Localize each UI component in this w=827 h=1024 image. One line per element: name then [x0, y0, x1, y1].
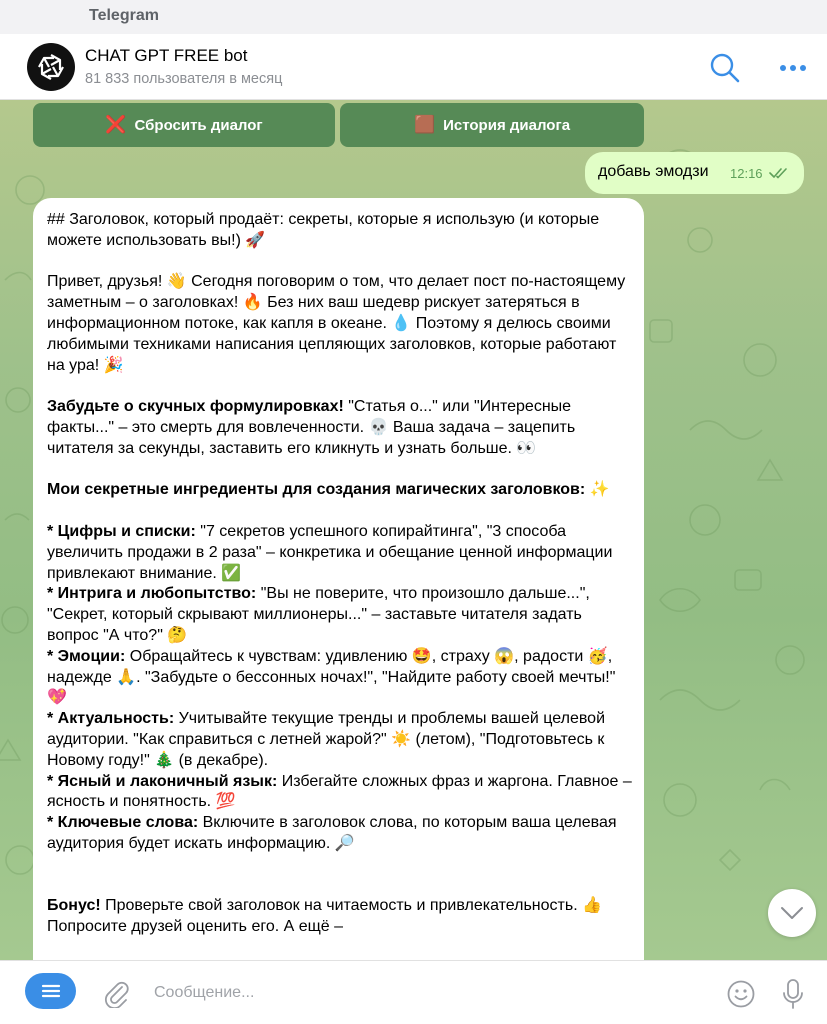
incoming-message-text: [47, 210, 637, 938]
avatar[interactable]: [27, 43, 75, 91]
message-bold-lead: Забудьте о скучных формулировках!: [47, 398, 344, 416]
chat-title: CHAT GPT FREE bot: [85, 46, 248, 65]
chat-subtitle: 81 833 пользователя в месяц: [85, 71, 283, 87]
emoji-icon: [726, 979, 756, 1009]
list-item: * Ясный и лаконичный язык: Избегайте сложных фраз и жаргона. Главное – ясность и понятность. 💯: [47, 772, 632, 811]
read-double-check-icon: [769, 167, 789, 179]
message-intro: Привет, друзья! 👋 Сегодня поговорим о том, что делает пост по-настоящему заметным – о заголовках! 🔥 Без них ваш шедевр рискует затеряться в информационном потоке, как капля в океане. 💧 Поэтому я делюсь своими любимыми техниками написания цепляющих заголовков, которые работают на ура! 🎉: [47, 273, 626, 374]
reset-dialog-button[interactable]: [33, 103, 335, 147]
message-paragraph: Забудьте о скучных формулировках! "Статья о..." или "Интересные факты..." – это смерть для вовлеченности. 💀 Ваша задача – зацепить читателя за секунды, заставить его кликнуть и узнать больше. 👀: [47, 398, 576, 457]
message-paragraph: Бонус! Проверьте свой заголовок на читаемость и привлекательность. 👍 Попросите друзей оценить его. А ещё –: [47, 897, 603, 936]
scroll-to-bottom-button[interactable]: [768, 889, 816, 937]
message-bold-lead: Мои секретные ингредиенты для создания магических заголовков:: [47, 481, 586, 499]
more-dots-icon: [776, 56, 810, 80]
emoji-button[interactable]: [726, 979, 756, 1009]
window-titlebar: [0, 0, 827, 34]
history-box-icon: 🟫: [413, 115, 436, 134]
voice-message-button[interactable]: [781, 977, 805, 1011]
message-heading: ## Заголовок, который продаёт: секреты, которые я использую (и которые можете использовать вы!) 🚀: [47, 211, 600, 249]
attach-button[interactable]: [102, 978, 130, 1008]
outgoing-message-text: добавь эмодзи: [598, 163, 709, 180]
list-item: * Актуальность: Учитывайте текущие тренды и проблемы вашей целевой аудитории. "Как справиться с летней жарой?" ☀️ (летом), "Подготовьтесь к Новому году!" 🎄 (в декабре).: [47, 710, 606, 769]
paperclip-icon: [102, 978, 130, 1008]
list-item: * Интрига и любопытство: "Вы не поверите, что произошло дальше...", "Секрет, который скрывают миллионеры..." – заставьте читателя задать вопрос "А что?" 🤔: [47, 585, 590, 644]
incoming-message[interactable]: [33, 198, 644, 960]
composer-bar: [0, 960, 827, 1024]
cross-mark-icon: ❌: [105, 115, 127, 134]
app-title: Telegram: [89, 7, 159, 24]
openai-logo-icon: [35, 51, 67, 83]
menu-icon: [41, 983, 61, 999]
search-icon: [708, 51, 742, 85]
list-item: * Ключевые слова: Включите в заголовок слова, по которым ваша целевая аудитория будет искать информацию. 🔎: [47, 814, 617, 852]
reset-dialog-label: Сбросить диалог: [134, 116, 263, 134]
outgoing-message[interactable]: [585, 152, 804, 194]
dialog-history-label: История диалога: [443, 116, 571, 134]
menu-button[interactable]: [25, 973, 76, 1009]
chat-header[interactable]: [0, 34, 827, 100]
dialog-history-button[interactable]: [340, 103, 644, 147]
message-bold-lead: Бонус!: [47, 897, 101, 915]
more-options-button[interactable]: [776, 56, 810, 80]
search-button[interactable]: [708, 51, 742, 85]
microphone-icon: [781, 977, 805, 1011]
chevron-down-icon: [780, 906, 804, 920]
message-paragraph: Мои секретные ингредиенты для создания магических заголовков: ✨: [47, 481, 610, 499]
list-item: * Эмоции: Обращайтесь к чувствам: удивлению 🤩, страху 😱, радости 🥳, надежде 🙏. "Забудьте о бессонных ночах!", "Найдите работу своей мечты!" 💖: [47, 647, 616, 707]
message-time: 12:16: [730, 166, 763, 181]
chat-area[interactable]: [0, 100, 827, 960]
list-item: * Цифры и списки: "7 секретов успешного копирайтинга", "3 способа увеличить продажи в 2 раза" – конкретика и обещание ценной информации привлекают внимание. ✅: [47, 522, 613, 582]
message-input[interactable]: [154, 979, 694, 1007]
